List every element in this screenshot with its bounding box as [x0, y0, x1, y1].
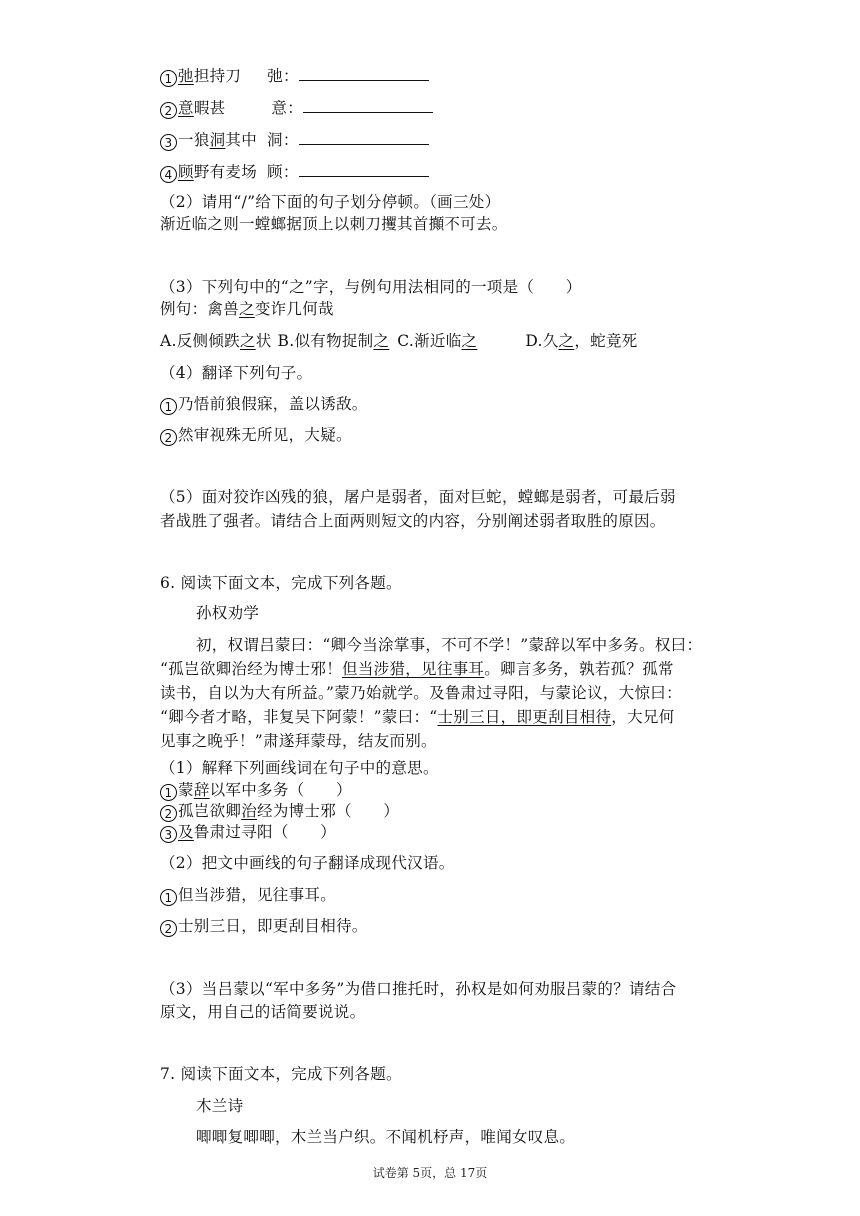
answer-label: 顾： [267, 163, 299, 181]
answer-label: 弛： [267, 67, 299, 85]
circled-number: 4 [160, 166, 177, 183]
vocab-item-3 [160, 130, 429, 151]
q6-part2-item-1: 1 但当涉猎，见往事耳。 [160, 885, 336, 906]
q6-part1-item-2: 2 孤岂欲卿治经为博士邪（ ） [160, 801, 399, 822]
phrase-text: 一狼 [178, 131, 210, 149]
answer-blank[interactable] [299, 162, 429, 177]
q6-part1-item-3: 3 及鲁肃过寻阳（ ） [160, 822, 336, 843]
q5-part3-example: 例句：禽兽之变诈几何哉 [160, 300, 334, 318]
circled-number: 1 [160, 784, 177, 801]
q6-heading: 6. 阅读下面文本，完成下列各题。 [160, 574, 402, 592]
answer-label: 意： [271, 99, 304, 117]
q7-text-line-1: 唧唧复唧唧，木兰当户织。不闻机杼声，唯闻女叹息。 [196, 1128, 576, 1146]
q5-part2-prompt: （2）请用“/”给下面的句子划分停顿。（画三处） [160, 193, 501, 211]
option-d[interactable]: D.久之，蛇竟死 [525, 332, 638, 350]
q5-part3-prompt: （3）下列句中的“之”字，与例句用法相同的一项是（ ） [160, 278, 582, 296]
circled-number: 3 [160, 134, 177, 151]
circled-number: 2 [160, 102, 177, 119]
q5-part4-item-1: 1 乃悟前狼假寐，盖以诱敌。 [160, 394, 368, 415]
q6-part2-prompt: （2）把文中画线的句子翻译成现代汉语。 [160, 854, 455, 872]
option-a[interactable]: A.反侧倾跌之状 [160, 332, 272, 350]
q5-part2-sentence: 渐近临之则一螳螂据顶上以刺刀攫其首攧不可去。 [160, 215, 508, 233]
phrase-text: 担持刀 [193, 67, 242, 85]
answer-blank[interactable] [303, 98, 433, 113]
q5-part5-line-2: 者战胜了强者。请结合上面两则短文的内容，分别阐述弱者取胜的原因。 [160, 512, 666, 530]
q6-text-line-2: “孤岂欲卿治经为博士邪！但当涉猎，见往事耳。卿言多务，孰若孤？孤常 [160, 660, 674, 678]
circled-number: 1 [160, 70, 177, 87]
q6-text-line-4: “卿今者才略，非复吴下阿蒙！”蒙曰：“士别三日，即更刮目相待，大兄何 [160, 708, 675, 726]
option-c[interactable]: C.渐近临之 [397, 332, 478, 350]
q6-text-line-3: 读书，自以为大有所益。”蒙乃始就学。及鲁肃过寻阳，与蒙论议，大惊曰： [160, 684, 682, 702]
underlined-word: 顾 [178, 163, 194, 181]
q6-part3-line-1: （3）当吕蒙以“军中多务”为借口推托时，孙权是如何劝服吕蒙的？请结合 [160, 980, 677, 998]
q7-heading: 7. 阅读下面文本，完成下列各题。 [160, 1065, 402, 1083]
circled-number: 1 [160, 398, 177, 415]
circled-number: 2 [160, 429, 177, 446]
q6-text-line-1: 初，权谓吕蒙曰：“卿今当涂掌事，不可不学！”蒙辞以军中多务。权曰： [196, 636, 703, 654]
answer-blank[interactable] [299, 66, 429, 81]
page-footer: 试卷第 5页，总 17页 [372, 1166, 488, 1180]
vocab-item-4 [160, 162, 429, 183]
q6-part2-item-2: 2 士别三日，即更刮目相待。 [160, 916, 368, 937]
q6-part1-prompt: （1）解释下列画线词在句子中的意思。 [160, 759, 439, 777]
circled-number: 2 [160, 920, 177, 937]
underlined-word: 治 [241, 802, 258, 820]
q5-part5-line-1: （5）面对狡诈凶残的狼，屠户是弱者，面对巨蛇，螳螂是弱者，可最后弱 [160, 488, 676, 506]
q6-text-line-5: 见事之晚乎！”肃遂拜蒙母，结友而别。 [160, 732, 437, 750]
q5-part3-options [160, 331, 638, 351]
answer-blank[interactable] [299, 130, 429, 145]
underlined-word: 辞 [193, 781, 210, 799]
underlined-word: 洞 [209, 131, 226, 149]
q6-part3-line-2: 原文，用自己的话简要说说。 [160, 1003, 366, 1021]
underlined-word: 意 [178, 99, 194, 117]
option-b[interactable]: B.似有物捉制之 [277, 332, 390, 350]
circled-number: 1 [160, 889, 177, 906]
q5-part4-prompt: （4）翻译下列句子。 [160, 364, 313, 382]
circled-number: 3 [160, 826, 177, 843]
underlined-word: 弛 [178, 67, 194, 85]
underlined-sentence: 士别三日，即更刮目相待 [437, 708, 612, 726]
q7-title: 木兰诗 [196, 1097, 244, 1115]
vocab-item-1 [160, 66, 429, 87]
phrase-text: 暇甚 [193, 99, 226, 117]
vocab-item-2 [160, 98, 433, 119]
q5-part4-item-2: 2 然审视殊无所见，大疑。 [160, 425, 352, 446]
phrase-text: 野有麦场 [193, 163, 258, 181]
underlined-sentence: 但当涉猎，见往事耳 [342, 660, 485, 678]
underlined-word: 及 [178, 823, 194, 841]
phrase-text: 其中 [225, 131, 258, 149]
answer-label: 洞： [267, 131, 299, 149]
q6-part1-item-1: 1 蒙辞以军中多务（ ） [160, 780, 352, 801]
underlined-word: 之 [239, 300, 255, 318]
circled-number: 2 [160, 805, 177, 822]
q6-title: 孙权劝学 [196, 604, 260, 622]
